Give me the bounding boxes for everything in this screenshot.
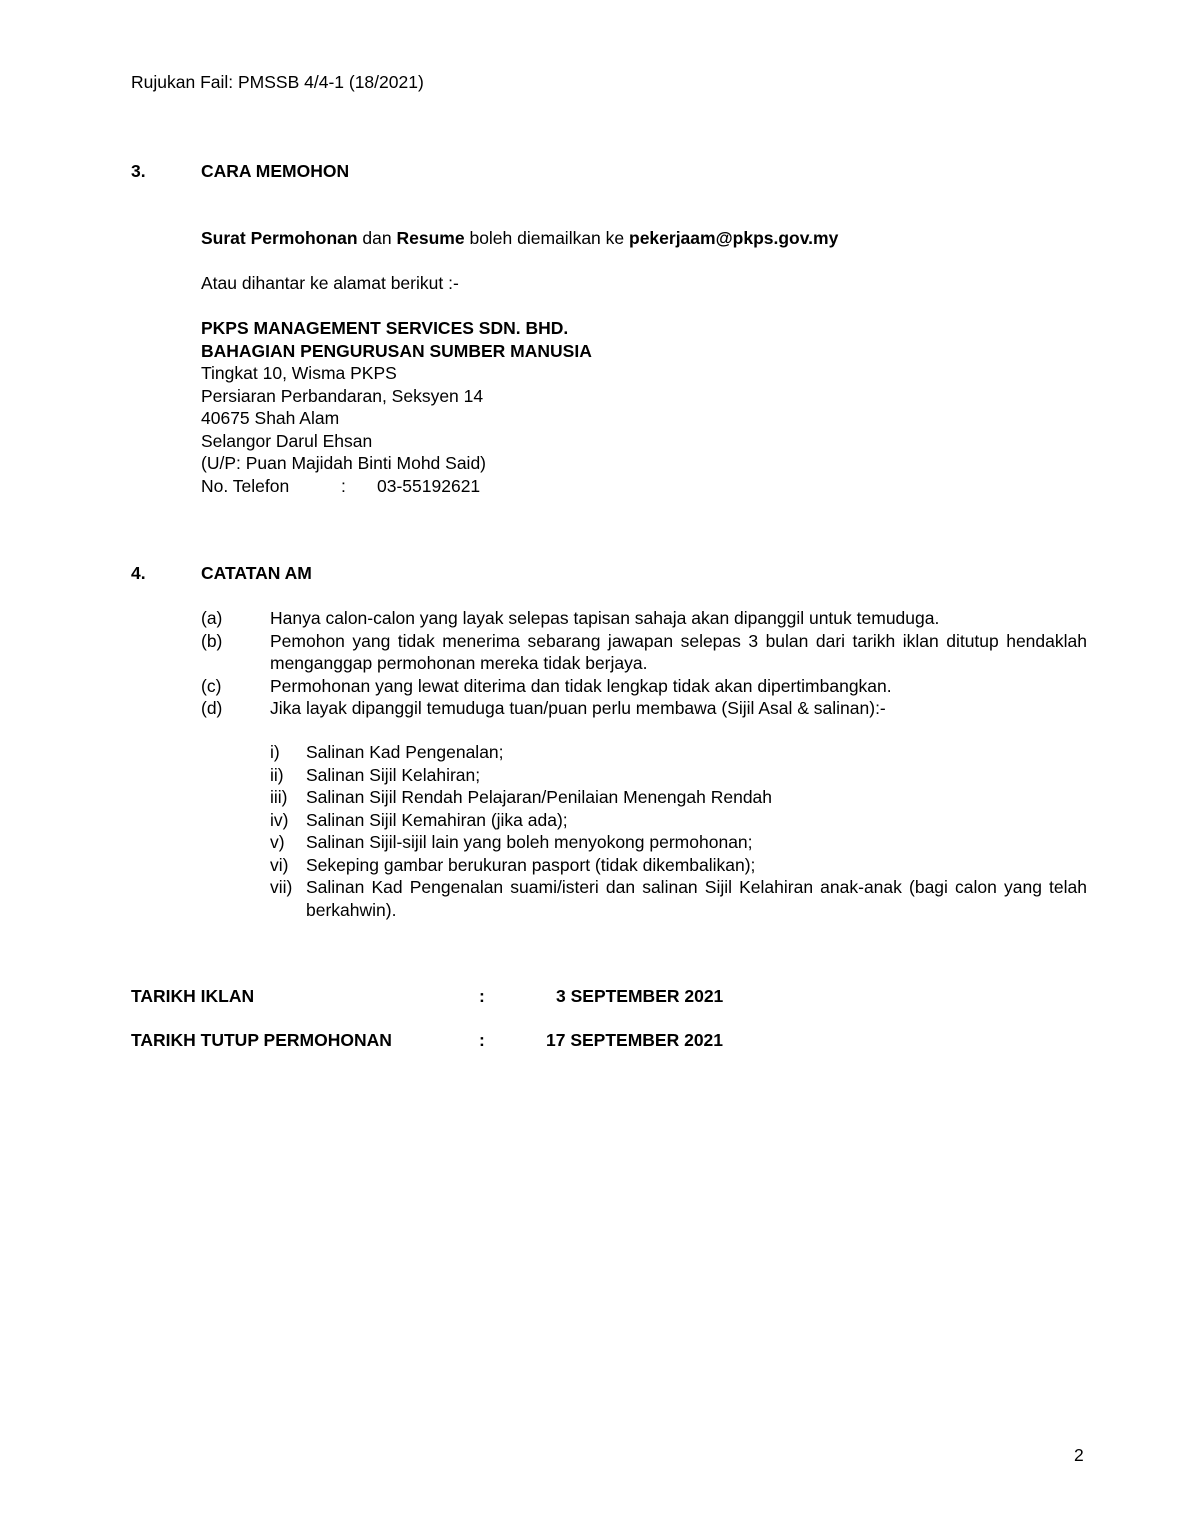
file-reference: Rujukan Fail: PMSSB 4/4-1 (18/2021) [131,72,424,92]
dan-text: dan [357,228,397,248]
list-item [270,764,1087,787]
list-marker: i) [270,742,280,762]
page-number: 2 [1074,1445,1084,1465]
list-marker: vi) [270,854,289,875]
phone-separator: : [341,475,346,496]
company-name: PKPS MANAGEMENT SERVICES SDN. BHD. [201,318,569,338]
address-line: 40675 Shah Alam [201,408,340,428]
address-line: Persiaran Perbandaran, Seksyen 14 [201,385,484,406]
application-email: pekerjaam@pkps.gov.my [629,228,839,248]
ad-date-label: TARIKH IKLAN [131,986,255,1006]
list-item-text: Salinan Sijil-sijil lain yang boleh menyokong permohonan; [306,832,753,852]
documents-list [270,741,1087,921]
list-item-text: Hanya calon-calon yang layak selepas tapisan sahaja akan dipanggil untuk temuduga. [270,608,940,628]
list-marker: iii) [270,787,288,807]
list-item-text: Permohonan yang lewat diterima dan tidak lengkap tidak akan dipertimbangkan. [270,675,892,696]
list-item-text: Salinan Kad Pengenalan; [306,742,504,762]
list-item [201,675,1087,698]
list-marker: (d) [201,698,223,718]
list-item-text: Pemohon yang tidak menerima sebarang jawapan selepas 3 bulan dari tarikh iklan ditutup hendaklah menganggap permohonan mereka tidak berjaya. [270,630,1087,673]
phone-row [201,475,592,498]
section-3-title: CARA MEMOHON [201,161,350,181]
address-line: Tingkat 10, Wisma PKPS [201,363,397,383]
list-marker: (b) [201,630,223,651]
list-marker: iv) [270,809,289,830]
list-item-text: Sekeping gambar berukuran pasport (tidak dikembalikan); [306,854,756,875]
list-marker: (c) [201,675,222,696]
list-item [270,741,1087,764]
list-item-text: Salinan Sijil Kelahiran; [306,764,481,785]
closing-date-separator: : [479,1030,485,1050]
ad-date-value: 3 SEPTEMBER 2021 [556,986,724,1006]
email-instruction [201,228,838,249]
closing-date-label: TARIKH TUTUP PERMOHONAN [131,1030,392,1050]
address-line: (U/P: Puan Majidah Binti Mohd Said) [201,453,486,473]
notes-list [201,607,1087,720]
phone-number: 03-55192621 [377,475,481,496]
section-4-number: 4. [131,563,146,583]
department-name: BAHAGIAN PENGURUSAN SUMBER MANUSIA [201,340,592,361]
list-item [201,607,1087,630]
section-3-number: 3. [131,161,146,181]
or-send-to-text: Atau dihantar ke alamat berikut :- [201,273,459,293]
list-item [201,630,1087,675]
closing-date-value: 17 SEPTEMBER 2021 [546,1030,724,1050]
list-item-text: Salinan Sijil Rendah Pelajaran/Penilaian Menengah Rendah [306,787,773,807]
list-item-text: Salinan Sijil Kemahiran (jika ada); [306,809,568,830]
list-item [270,831,1087,854]
list-marker: v) [270,832,285,852]
list-marker: vii) [270,877,293,897]
list-item [270,876,1087,921]
list-item [270,809,1087,832]
phone-label: No. Telefon [201,475,290,496]
resume-text: Resume [396,228,465,248]
address-line: Selangor Darul Ehsan [201,430,373,451]
address-block [201,317,592,497]
list-marker: (a) [201,608,223,628]
list-item-text: Salinan Kad Pengenalan suami/isteri dan salinan Sijil Kelahiran anak-anak (bagi calon yang telah berkahwin). [306,877,1087,920]
ad-date-separator: : [479,986,485,1006]
list-item-text: Jika layak dipanggil temuduga tuan/puan perlu membawa (Sijil Asal & salinan):- [270,698,886,718]
surat-permohonan-text: Surat Permohonan [201,228,358,248]
list-item [201,697,1087,720]
list-item [270,786,1087,809]
list-marker: ii) [270,764,284,785]
section-4-title: CATATAN AM [201,563,312,583]
list-item [270,854,1087,877]
emailed-to-text: boleh diemailkan ke [464,228,629,248]
